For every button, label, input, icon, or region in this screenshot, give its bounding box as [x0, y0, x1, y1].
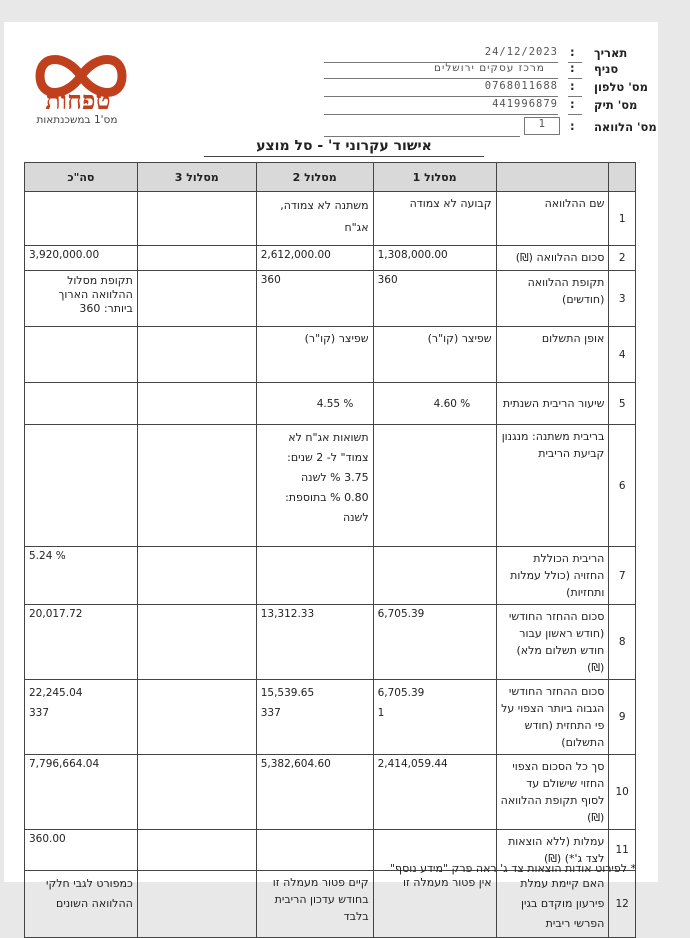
branch-label: סניף	[594, 62, 619, 76]
date-label: תאריך	[594, 46, 628, 60]
header-desc	[496, 163, 609, 192]
footnote: * לפירוט אודות הוצאות צד ג' ראה פרק "מידע נוסף"	[390, 862, 636, 875]
loan-field: מס' הלוואה : 1	[4, 120, 658, 138]
date-field: תאריך : 24/12/2023	[4, 46, 658, 64]
table-header-row	[25, 163, 636, 192]
file-field: מס' תיק : 441996879	[4, 98, 658, 116]
loan-label: מס' הלוואה	[594, 120, 657, 134]
table-row: 7 הריבית הכוללת החזויה (כולל עמלות ותחזיות) 5.24 %	[25, 547, 636, 605]
logo-subtitle: מס'1 במשכנתאות	[36, 114, 118, 126]
table-row: 6 בריבית משתנה: מנגנון קביעת הריבית תשואות אג"ח לא צמוד" ל- 2 שנים: 3.75 % לשנה 0.80 % בתוספת: לשנה	[25, 425, 636, 547]
branch-value: מרכז עסקים ירושלים	[434, 62, 545, 74]
table-row: 10 סך כל הסכום הצפוי החזוי שישולם עד לסוף תקופת ההלוואה (₪) 2,414,059.44 5,382,604.60 7,796,664.04	[25, 755, 636, 830]
header-track-1: מסלול 1	[373, 163, 496, 192]
table-row: 8 סכום ההחזר החודשי (חודש ראשון עבור חודש תשלום מלא) (₪) 6,705.39 13,312.33 20,017.72	[25, 605, 636, 680]
date-value: 24/12/2023	[484, 46, 558, 58]
loan-table	[24, 162, 636, 938]
file-label: מס' תיק	[594, 98, 638, 112]
phone-label: מס' טלפון	[594, 80, 648, 94]
phone-value: 0768011688	[484, 80, 558, 92]
table-row: 9 סכום ההחזר החודשי הגבוה ביותר הצפוי על פי התחזית (חודש התשלום) 6,705.39 1 15,539.65 337 22,245.04 337	[25, 680, 636, 755]
table-row: 5 שיעור הריבית השנתית 4.60 % 4.55 %	[25, 383, 636, 425]
file-value: 441996879	[492, 98, 558, 110]
loan-value: 1	[524, 117, 560, 135]
phone-field: מס' טלפון : 0768011688	[4, 80, 658, 98]
table-row: 2 סכום ההלוואה (₪) 1,308,000.00 2,612,000.00 3,920,000.00	[25, 246, 636, 271]
branch-field: סניף : מרכז עסקים ירושלים	[4, 62, 658, 80]
table-row: 3 תקופת ההלוואה (חודשים) 360 360 תקופת מסלול ההלוואה הארוך ביותר: 360	[25, 271, 636, 327]
header-track-2: מסלול 2	[256, 163, 373, 192]
table-row: 1 שם ההלוואה קבועה לא צמודה משתנה לא צמודה, אג"ח	[25, 192, 636, 246]
page-title: אישור עקרוני ד' - סל מוצע	[204, 138, 484, 157]
header-num	[609, 163, 636, 192]
logo-name: טפחות	[45, 86, 111, 115]
table-row: 12 האם קיימת עמלת פירעון מוקדם בגין הפרשי ריבית אין פטור מעמלה זו קיים פטור מעמלה זו בחודש עדכון הריבית בלבד כמפורט לגבי חלקי ההלוואה השונים	[25, 871, 636, 938]
table-row: 4 אופן התשלום שפיצר (קו"ר) שפיצר (קו"ר)	[25, 327, 636, 383]
document-page	[4, 22, 658, 930]
header-track-3: מסלול 3	[137, 163, 256, 192]
table-row: 11 עמלות (ללא הוצאות לצד ג'*) (₪) 360.00	[25, 830, 636, 871]
header-total: סה"כ	[25, 163, 138, 192]
